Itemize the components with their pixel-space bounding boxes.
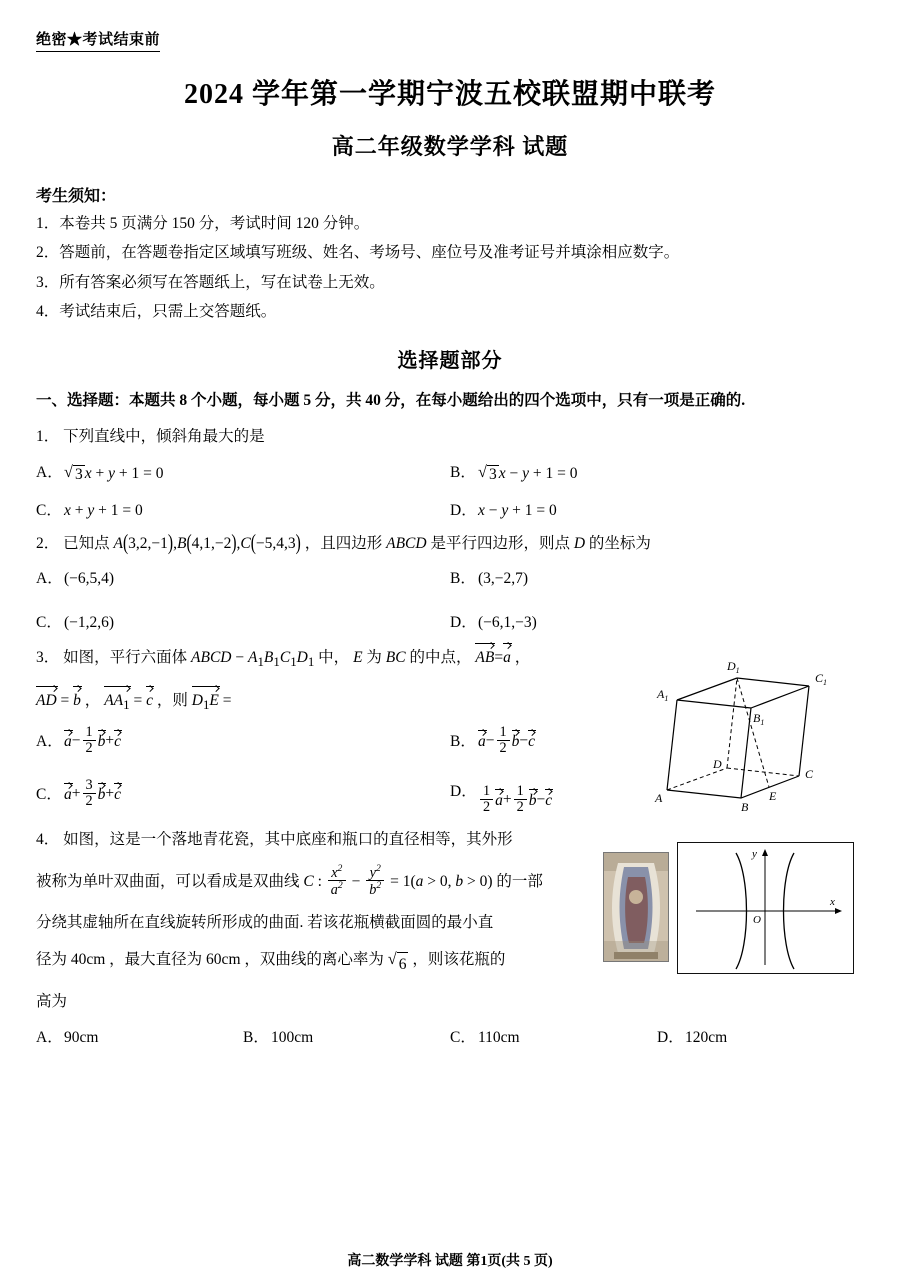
option-2-B-math: (3,−2,7) xyxy=(478,570,529,588)
option-4-A-label: A． xyxy=(36,1028,63,1046)
hyperbola-figure xyxy=(677,842,854,974)
option-4-C-label: C． xyxy=(450,1028,476,1046)
axis-label-y: y xyxy=(752,847,757,860)
option-3-D-math: $\frac{1}{2}$ a + $\frac{1}{2}$ b − c xyxy=(478,785,552,816)
option-3-D[interactable] xyxy=(450,779,864,816)
question-1-stem: 下列直线中，倾斜角最大的是 xyxy=(63,427,265,445)
question-3-stem-line2: AD = b ， $AA_1 = c$ ，则 $D_1E$ = xyxy=(36,687,636,716)
vase-photograph xyxy=(603,852,669,962)
question-2-stem: 已知点 A(3,2,−1),B(4,1,−2),C(−5,4,3) ，且四边形 ABCD 是平行四边形，则点 D 的坐标为 xyxy=(63,530,651,556)
notice-item-2: 2．答题前，在答题卷指定区域填写班级、姓名、考场号、座位号及准考证号并填涂相应数字。 xyxy=(36,244,680,262)
option-4-C[interactable] xyxy=(450,1025,657,1047)
secret-mark: 绝密★考试结束前 xyxy=(36,28,160,52)
option-1-A[interactable] xyxy=(36,460,450,484)
notice-item-1: 1．本卷共 5 页满分 150 分，考试时间 120 分钟。 xyxy=(36,215,370,232)
option-4-A-text: 90cm xyxy=(64,1028,99,1046)
question-3-text1: 如图，平行六面体 ABCD − $A_1B_1C_1D_1$ 中， E 为 BC 的中点， AB=a ， xyxy=(63,649,530,666)
option-3-B-label: B． xyxy=(450,733,476,751)
option-2-D[interactable] xyxy=(450,610,864,632)
option-3-A[interactable] xyxy=(36,726,450,757)
option-2-D-math: (−6,1,−3) xyxy=(478,614,537,632)
option-2-B[interactable] xyxy=(450,566,864,588)
option-4-B[interactable] xyxy=(243,1025,450,1047)
question-4-line3: 分绕其虚轴所在直线旋转所形成的曲面. 若该花瓶横截面圆的最小直 xyxy=(36,914,494,932)
origin-label: O xyxy=(753,913,761,926)
option-1-D-label: D． xyxy=(450,501,477,519)
question-4-line1 xyxy=(36,828,641,853)
option-1-B[interactable] xyxy=(450,460,864,484)
label-A: A xyxy=(655,791,663,806)
option-4-D[interactable] xyxy=(657,1025,864,1047)
option-4-A[interactable] xyxy=(36,1025,243,1047)
option-3-C[interactable] xyxy=(36,776,450,816)
label-E: E xyxy=(769,789,777,804)
option-3-C-label: C． xyxy=(36,786,62,804)
option-1-C-math: x + y + 1 = 0 xyxy=(64,501,143,519)
axis-label-x: x xyxy=(830,895,835,908)
question-4-number: 4． xyxy=(36,830,60,848)
notice-item-3: 3．所有答案必须写在答题纸上，写在试卷上无效。 xyxy=(36,273,385,291)
option-3-B[interactable] xyxy=(450,726,864,757)
question-2-number: 2． xyxy=(36,534,60,552)
label-D: D xyxy=(713,757,722,772)
label-B: B xyxy=(741,800,749,814)
option-4-B-label: B． xyxy=(243,1028,269,1046)
option-1-A-math: √ 3 x + y + 1 = 0 xyxy=(64,462,164,483)
question-4-line4: 径为 40cm ，最大直径为 60cm ，双曲线的离心率为 √ 6 ，则该花瓶的 xyxy=(36,948,641,978)
option-1-D-math: x − y + 1 = 0 xyxy=(478,501,557,519)
label-B1: $B_1$ xyxy=(753,711,765,728)
question-4-options xyxy=(36,1025,864,1047)
option-2-D-label: D． xyxy=(450,614,477,632)
label-C1: $C_1$ xyxy=(815,671,828,688)
page-subtitle: 高二年级数学学科 试题 xyxy=(331,134,569,159)
option-1-B-label: B． xyxy=(450,463,476,481)
option-4-D-label: D． xyxy=(657,1028,684,1046)
question-3 xyxy=(36,644,864,815)
question-1-number: 1． xyxy=(36,427,60,445)
question-1-options xyxy=(36,460,864,520)
option-3-D-label: D． xyxy=(450,782,477,800)
question-3-options xyxy=(36,726,864,816)
question-2 xyxy=(36,532,864,557)
option-1-C-label: C． xyxy=(36,501,62,519)
question-3-stem-line1 xyxy=(36,644,636,673)
option-4-D-text: 120cm xyxy=(685,1028,728,1046)
option-2-C-label: C． xyxy=(36,614,62,632)
option-2-A[interactable] xyxy=(36,566,450,588)
label-C: C xyxy=(805,767,814,782)
option-2-C[interactable] xyxy=(36,610,450,632)
label-D1: $D_1$ xyxy=(727,659,740,676)
option-4-C-text: 110cm xyxy=(478,1028,520,1046)
option-3-C-math: a + $\frac{3}{2}$ b + c xyxy=(64,776,122,809)
option-2-B-label: B． xyxy=(450,570,476,588)
question-1 xyxy=(36,425,864,450)
label-A1: $A_1$ xyxy=(657,687,669,704)
question-4-text1: 如图，这是一个落地青花瓷，其中底座和瓶口的直径相等，其外形 xyxy=(63,830,513,848)
option-1-B-math: √ 3 x − y + 1 = 0 xyxy=(478,462,578,483)
question-3-number: 3． xyxy=(36,649,60,667)
option-2-A-label: A． xyxy=(36,570,63,588)
page-title: 2024 学年第一学期宁波五校联盟期中联考 xyxy=(183,79,716,110)
option-1-C[interactable] xyxy=(36,498,450,520)
notice-item-4: 4．考试结束后，只需上交答题纸。 xyxy=(36,303,277,321)
option-1-D[interactable] xyxy=(450,498,864,520)
option-2-C-math: (−1,2,6) xyxy=(64,614,115,632)
option-1-A-label: A． xyxy=(36,463,63,481)
option-3-A-math: a − $\frac{1}{2}$ b + c xyxy=(64,724,122,756)
question-4-line5: 高为 xyxy=(36,992,68,1010)
option-2-A-math: (−6,5,4) xyxy=(64,570,115,588)
option-3-A-label: A． xyxy=(36,733,63,751)
option-4-B-text: 100cm xyxy=(271,1028,314,1046)
part-instructions: 一、选择题：本题共 8 个小题，每小题 5 分，共 40 分，在每小题给出的四个选项中，只有一项是正确的. xyxy=(36,391,746,409)
question-4 xyxy=(36,828,864,1047)
notice-title: 考生须知： xyxy=(36,188,117,205)
section-title: 选择题部分 xyxy=(397,349,503,372)
page-footer: 高二数学学科 试题 第1页(共 5 页) xyxy=(347,1254,553,1269)
option-3-B-math: a − $\frac{1}{2}$ b − c xyxy=(478,724,536,756)
question-2-options xyxy=(36,566,864,632)
question-4-line2: 被称为单叶双曲面，可以看成是双曲线 C : $\frac{x^2}{a^2}$ − $\frac{y^2}{b^2}$ = 1(a > 0, b > 0) 的一部 xyxy=(36,862,543,899)
